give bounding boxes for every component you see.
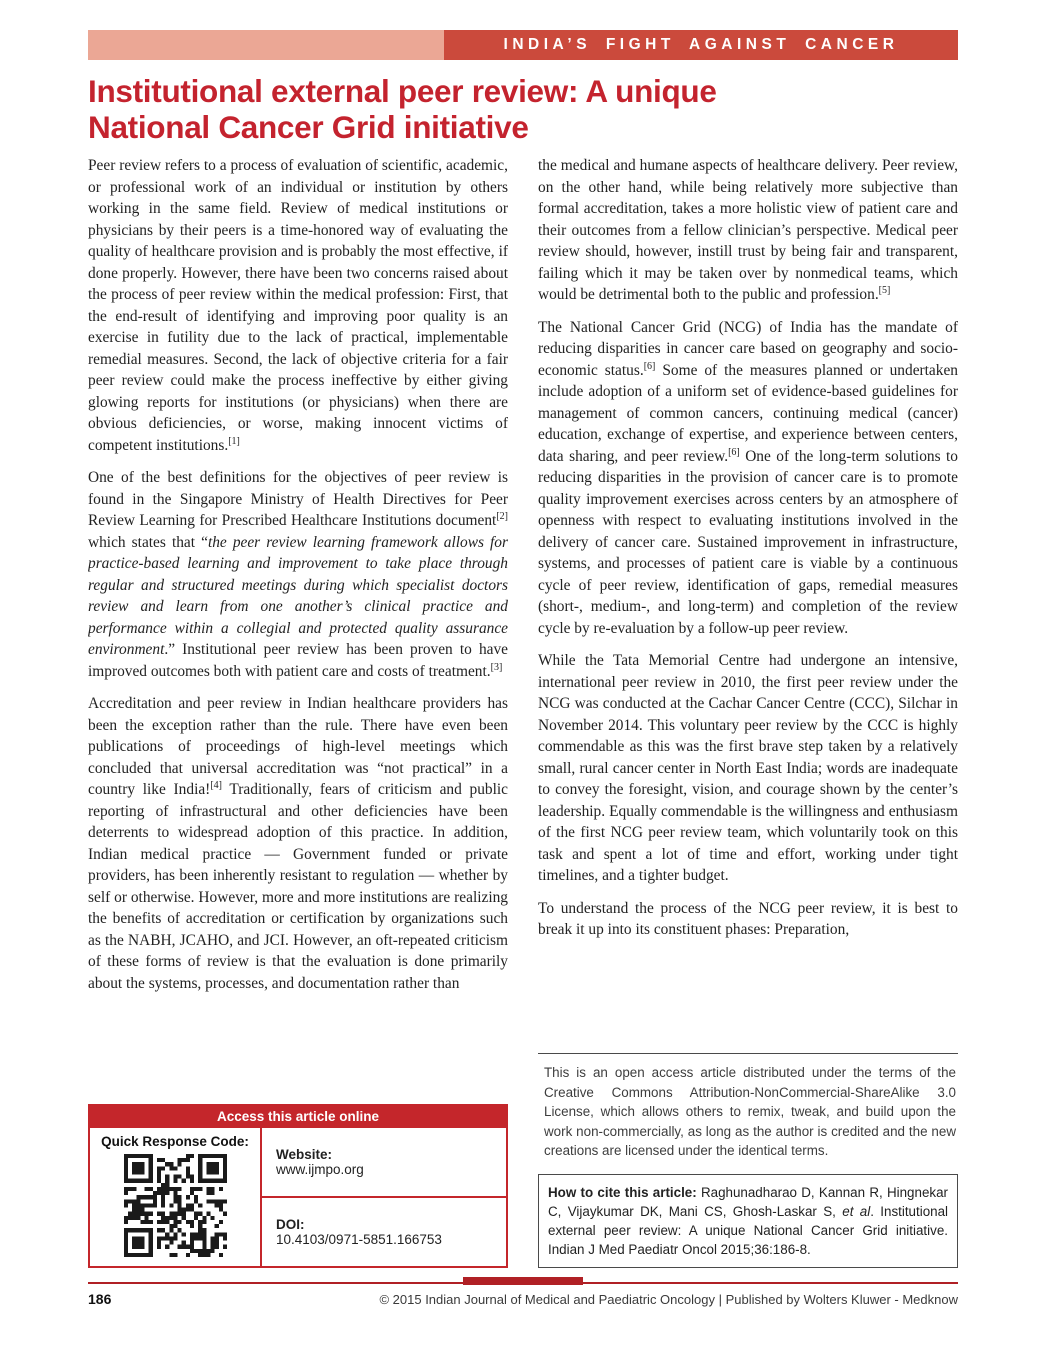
citation-rest: . Institutional external peer review: A unique National Cancer Grid initiative. Indian J Med Paediatr Oncol 2015;36:186-8. [548,1204,949,1257]
banner-label: INDIA’S FIGHT AGAINST CANCER [503,36,899,53]
text-run: Peer review refers to a process of evaluation of scientific, academic, or professional work of an individual or institution by others working in the same field. Review of medical institutions or physicians by their peers is a time-honored way of evaluating the quality of healthcare provision and is probably the most effective, if done properly. However, there have been two concerns raised about the process of peer review within the medical profession: First, that the end-result of identifying and improving poor quality is an exercise in futility due to the lack of practical, implementable remedial measures. Second, the lack of objective criteria for a fair peer review could make the process ineffective by either giving glowing reports for institutions (or physicians) when there are obvious deficiencies, or worse, making innocent victims of competent institutions. [88,157,508,454]
footer-rule [88,1277,958,1285]
page-content [88,30,958,1268]
text-run: The National Cancer Grid (NCG) of India has the mandate of reducing disparities in cancer care based on geography and socio-economic status. [538,318,958,379]
text-run: One of the best definitions for the objectives of peer review is found in the Singapore Ministry of Health Directives for Peer Review Learning for Prescribed Healthcare Institutions document [88,469,508,529]
citation-label: How to cite this article: [548,1185,697,1200]
article-title-line1: Institutional external peer review: A unique [88,73,717,109]
quoted-text: the peer review learning framework allows for practice-based learning and improvement to take place through regular and structured meetings during which specialist doctors review and learn from one another’s clinical practice and performance within a collegial and protected quality assurance environment [88,533,508,658]
paragraph [88,467,508,682]
top-banner [88,30,958,60]
text-run: .” Institutional peer review has been proven to have improved outcomes both with patient care and costs of treatment. [88,641,508,680]
reference-marker: [6] [643,360,656,372]
paragraph [88,693,508,994]
reference-marker: [5] [878,284,891,296]
website-link[interactable]: www.ijmpo.org [276,1162,364,1177]
paragraph [88,155,508,456]
article-body [88,155,958,1268]
text-run: One of the long-term solutions to reducing disparities in the provision of cancer care is to promote quality improvement exercises across centers by an atmosphere of openness with respect to evaluating institutions involved in the delivery of cancer care. Sustained improvement in infrastructure, systems, and processes of patient care is viable by a continuous cycle of peer review, identification of gaps, remedial measures (short-, medium-, and long-term) and completion of the review cycle by re-evaluation by a follow-up peer review. [538,447,958,637]
reference-marker: [4] [210,779,222,791]
article-title-line2: National Cancer Grid initiative [88,109,529,145]
text-run: the medical and humane aspects of healthcare delivery. Peer review, on the other hand, while being relatively more subjective than formal accreditation, takes a more holistic view of patient care and their outcomes from a fellow clinician’s perspective. Medical peer review should, however, instill trust by being fair and transparent, failing which it may be taken over by nonmedical teams, which would be detrimental both to the public and profession. [538,157,958,303]
left-column [88,155,508,1268]
website-row [262,1128,506,1198]
reference-marker: [3] [490,661,503,673]
qr-code [124,1154,227,1257]
paragraph [538,317,958,640]
citation-box [538,1174,958,1268]
spacer [538,952,958,1050]
right-column [538,155,958,1268]
paragraph [538,898,958,941]
text-run: Traditionally, fears of criticism and public reporting of infrastructural and other deficiencies have been deterrents to widespread adoption of this practice. In addition, Indian medical practice — Government funded or private providers, has been inherently resistant to regulation — whether by self or otherwise. However, more and more institutions are realizing the benefits of accreditation or certification by organizations such as the NABH, JCAHO, and JCI. However, an oft-repeated criticism of these forms of review is that the evaluation is done primarily about the systems, processes, and documentation rather than [88,781,508,992]
reference-marker: [1] [228,435,240,447]
qr-cell [90,1128,260,1266]
access-details-cell [260,1128,506,1266]
reference-marker: [2] [496,510,508,522]
qr-label: Quick Response Code: [101,1134,249,1149]
text-run: Some of the measures planned or undertaken include adoption of a uniform set of evidence-based guidelines for management of common cancers, continuing medical (cancer) education, exchange of expertise, and experience between centers, data sharing, and peer review. [538,361,958,465]
text-run: While the Tata Memorial Centre had undergone an intensive, international peer review in 2010, the first peer review under the NCG was conducted at the Cachar Cancer Centre (CCC), Silchar in November 2014. This voluntary peer review by the CCC is highly commendable as this was the first brave step taken by a relatively small, rural cancer center in North East India; words are inadequate to convey the foresight, vision, and courage shown by the center’s leadership. Equally commendable is the willingness and enthusiasm of the first NCG peer review team, which voluntarily took on this task and spent a lot of time and effort, working under tight timelines, and a tighter budget. [538,652,958,884]
page-footer [88,1277,958,1307]
access-box-body [90,1128,506,1266]
journal-credit: © 2015 Indian Journal of Medical and Paediatric Oncology | Published by Wolters Kluwer - Medknow [379,1292,958,1307]
footer-rule-accent [463,1277,583,1285]
spacer [88,1005,508,1104]
banner-series-title [444,30,958,60]
text-run: To understand the process of the NCG peer review, it is best to break it up into its constituent phases: Preparation, [538,899,958,938]
doi-value: 10.4103/0971-5851.166753 [276,1232,442,1247]
license-note: This is an open access article distributed under the terms of the Creative Commons Attribution-NonCommercial-ShareAlike 3.0 License, which allows others to remix, tweak, and build upon the work non-commercially, as long as the author is credited and the new creations are licensed under the identical terms. [538,1053,958,1161]
access-article-box [88,1104,508,1268]
paragraph [538,650,958,887]
paragraph [538,155,958,306]
text-run: which states that “ [88,533,208,551]
doi-row [262,1198,506,1266]
article-title [88,73,958,145]
website-label: Website: [276,1147,333,1162]
doi-label: DOI: [276,1217,305,1232]
footer-row [88,1291,958,1307]
text-run: Accreditation and peer review in Indian healthcare providers has been the exception rather than the rule. There have even been publications of proceedings of high-level meetings which concluded that universal accreditation was “not practical” in a country like India! [88,695,508,798]
page-number: 186 [88,1291,112,1307]
banner-salmon-block [88,30,444,60]
citation-authors: Raghunadharao D, Kannan R, Hingnekar C, Vijaykumar DK, Mani CS, Ghosh-Laskar S, [548,1185,948,1219]
access-box-header: Access this article online [90,1106,506,1128]
citation-etal: et al [842,1204,871,1219]
reference-marker: [6] [728,446,740,458]
